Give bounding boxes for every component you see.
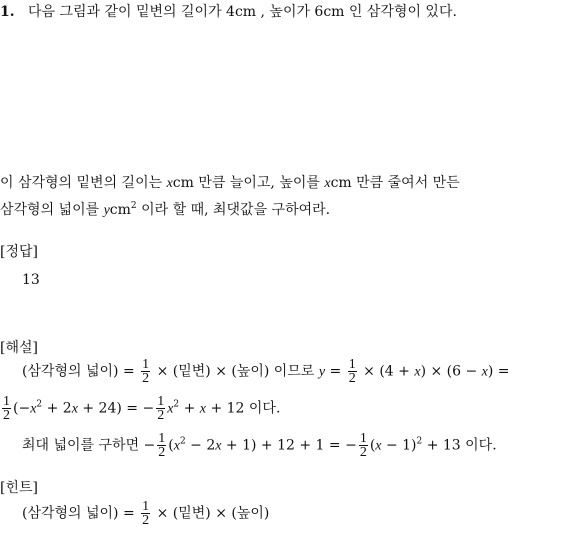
question-line-2: 이 삼각형의 밑변의 길이는 xcm 만큼 늘이고, 높이를 xcm 만큼 줄여서 만든: [0, 175, 460, 191]
answer-value: 13: [22, 272, 40, 288]
answer-heading: [정답]: [0, 244, 38, 260]
fraction-half: $\frac{1}{2}$: [158, 431, 166, 460]
fraction-half: $\frac{1}{2}$: [359, 431, 367, 460]
explanation-line-3: 최대 넓이를 구하면 − $\frac{1}{2}$ $(x^2 - 2x + 1) + 12 + 1$ = − $\frac{1}{2}$ $(x - 1)^2 + 13$ 이다.: [22, 431, 497, 460]
hint-line-1: (삼각형의 넓이) = $\frac{1}{2}$ × (밑변) × (높이): [22, 499, 270, 528]
hint-heading: [힌트]: [0, 480, 38, 496]
fraction-half: $\frac{1}{2}$: [142, 499, 150, 528]
question-line-3: 삼각형의 넓이를 ycm$^2$ 이라 할 때, 최댓값을 구하여라.: [0, 201, 331, 218]
explanation-heading: [해설]: [0, 340, 38, 356]
question-number: 1.: [0, 4, 15, 20]
question-stem-line: [0, 2, 457, 22]
fraction-half: $\frac{1}{2}$: [348, 357, 356, 386]
figure-placeholder: [0, 30, 572, 170]
fraction-half: $\frac{1}{2}$: [3, 394, 10, 423]
question-stem: 다음 그림과 같이 밑변의 길이가 4cm , 높이가 6cm 인 삼각형이 있다.: [19, 4, 457, 20]
fraction-half: $\frac{1}{2}$: [142, 357, 150, 386]
explanation-line-1: (삼각형의 넓이) = $\frac{1}{2}$ × (밑변) × (높이) 이므로 y = $\frac{1}{2}$ × (4 + x) × (6 − x) =: [22, 357, 510, 386]
fraction-half: $\frac{1}{2}$: [157, 394, 165, 423]
explanation-line-2: $\frac{1}{2}$ $(-x^2 + 2x + 24)$ = − $\frac{1}{2}$ $x^2 + x + 12$ 이다.: [3, 394, 281, 423]
